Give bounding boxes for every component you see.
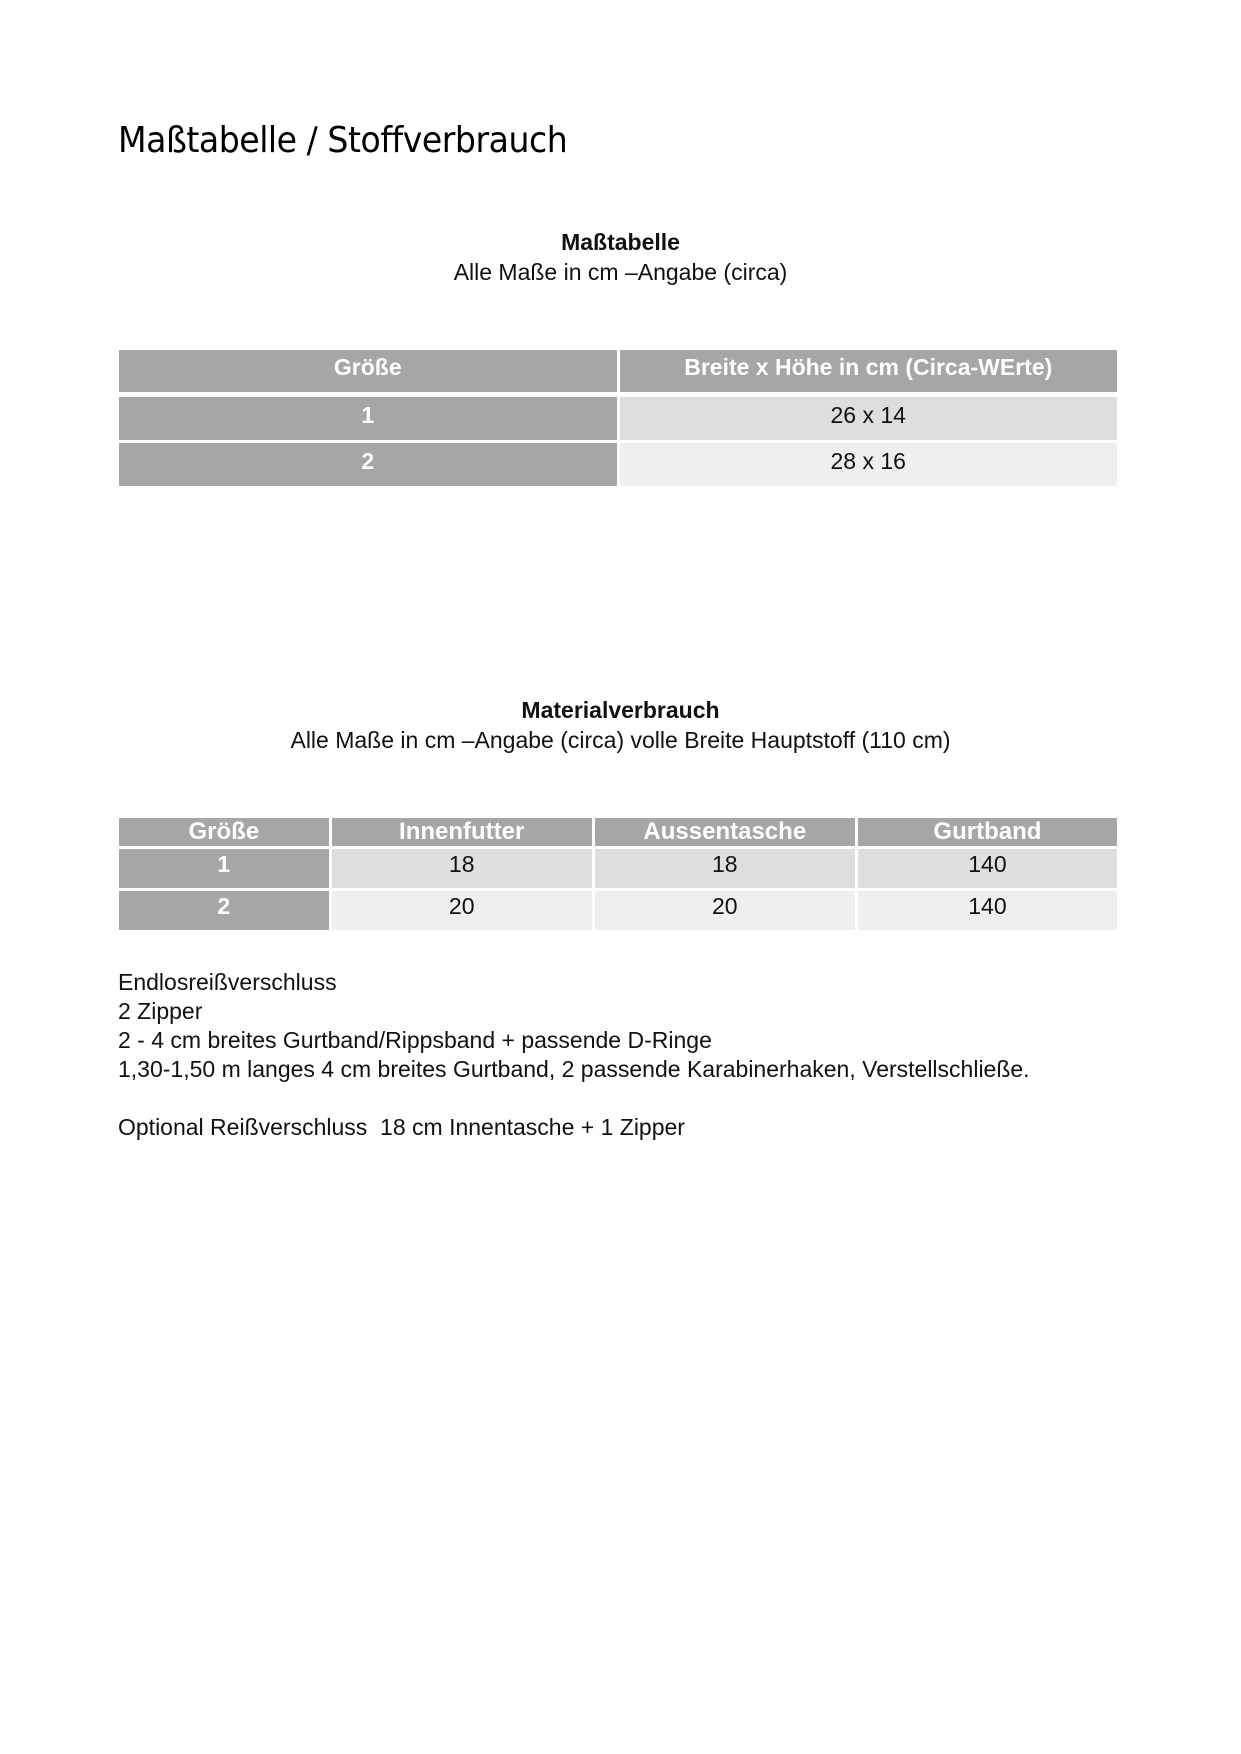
size-section-heading [0, 227, 1241, 287]
size-cell: 1 [119, 395, 617, 440]
column-header-lining: Innenfutter [332, 818, 592, 846]
material-section-subtitle: Alle Maße in cm –Angabe (circa) volle Breite Hauptstoff (110 cm) [290, 727, 951, 753]
material-table [116, 815, 1120, 933]
column-header-size: Größe [119, 818, 329, 846]
column-header-outer-pocket: Aussentasche [595, 818, 855, 846]
note-line: 1,30-1,50 m langes 4 cm breites Gurtband, 2 passende Karabinerhaken, Verstellschließe. [118, 1056, 1030, 1082]
webbing-cell: 140 [858, 891, 1117, 930]
table-header-row [119, 350, 1117, 392]
size-cell: 2 [119, 891, 329, 930]
lining-cell: 20 [332, 891, 592, 930]
optional-note: Optional Reißverschluss 18 cm Innentasche + 1 Zipper [118, 1114, 685, 1140]
material-section-title: Materialverbrauch [521, 697, 720, 723]
note-line: 2 Zipper [118, 998, 203, 1024]
material-section-heading [0, 695, 1241, 755]
table-row [119, 849, 1117, 888]
column-header-size: Größe [119, 350, 617, 392]
lining-cell: 18 [332, 849, 592, 888]
size-cell: 1 [119, 849, 329, 888]
table-header-row [119, 818, 1117, 846]
size-cell: 2 [119, 443, 617, 486]
note-line: Endlosreißverschluss [118, 969, 337, 995]
dimensions-cell: 26 x 14 [620, 395, 1118, 440]
table-row [119, 395, 1117, 440]
webbing-cell: 140 [858, 849, 1117, 888]
size-section-subtitle: Alle Maße in cm –Angabe (circa) [453, 259, 788, 285]
spacer [118, 1084, 1030, 1113]
page-title: Maßtabelle / Stoffverbrauch [118, 120, 568, 161]
column-header-dimensions: Breite x Höhe in cm (Circa-WErte) [620, 350, 1118, 392]
column-header-webbing: Gurtband [858, 818, 1117, 846]
material-notes [118, 968, 1030, 1142]
table-row [119, 443, 1117, 486]
table-row [119, 891, 1117, 930]
outer-pocket-cell: 20 [595, 891, 855, 930]
dimensions-cell: 28 x 16 [620, 443, 1118, 486]
outer-pocket-cell: 18 [595, 849, 855, 888]
size-section-title: Maßtabelle [561, 229, 680, 255]
note-line: 2 - 4 cm breites Gurtband/Rippsband + passende D-Ringe [118, 1027, 712, 1053]
size-table [116, 347, 1120, 489]
